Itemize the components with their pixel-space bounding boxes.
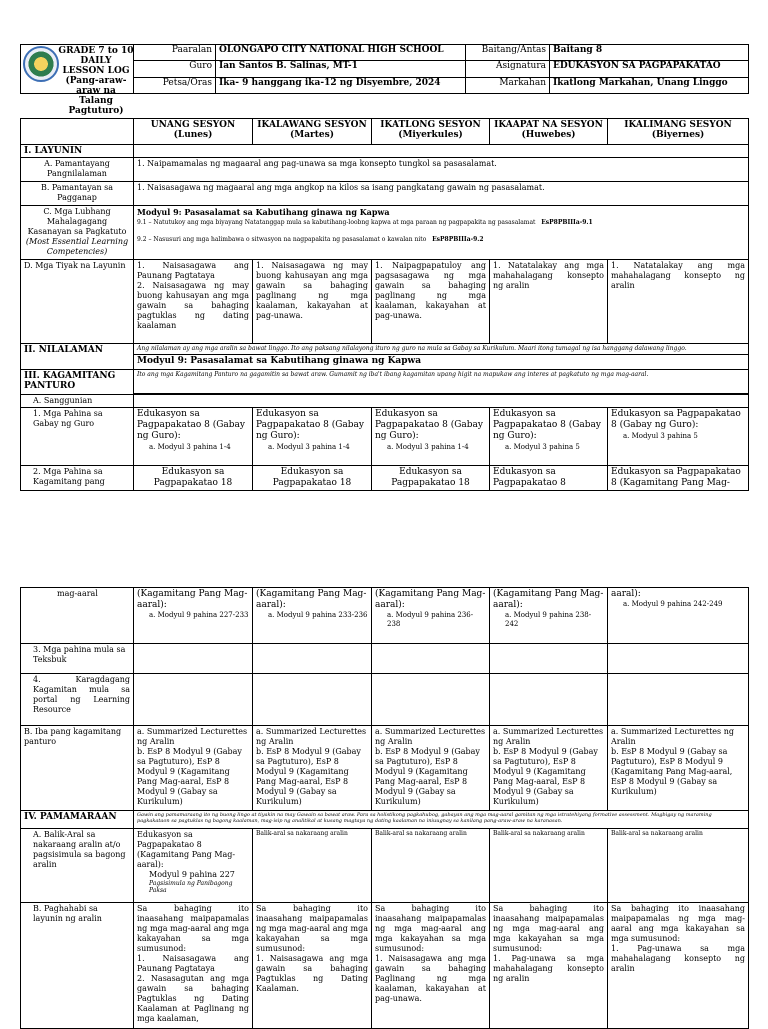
reference-cell xyxy=(253,408,372,466)
procedure-text: Edukasyon sa Pagpapakatao 8 (Kagamitang Pang Mag-aaral): xyxy=(137,830,236,869)
empty-cell xyxy=(372,674,490,726)
procedure-italic: Pagsisimula ng Panibagong Paksa xyxy=(149,880,233,894)
header-table xyxy=(20,44,749,94)
reference-title: Edukasyon sa Pagpapakatao 8 (Gabay ng Guro): xyxy=(611,409,741,430)
row-label: mag-aaral xyxy=(21,588,134,644)
competency-9-1 xyxy=(137,219,745,226)
row-label: A. Balik-Aral sa nakaraang aralin at/o pagsisimula sa bagong aralin xyxy=(21,829,134,903)
reference-cell xyxy=(134,588,253,644)
header-value: Ikatlong Markahan, Unang Linggo xyxy=(550,77,749,93)
objective-cell: 1. Natatalakay ang mga mahahalagang konsepto ng aralin xyxy=(490,260,608,344)
reference-page: a. Modyul 9 pahina 238-242 xyxy=(505,611,592,628)
header-value: Ian Santos B. Salinas, MT-1 xyxy=(216,61,466,77)
session-header xyxy=(372,119,490,145)
row-label: 3. Mga pahina mula sa Teksbuk xyxy=(21,644,134,674)
reference-page: a. Modyul 9 pahina 233-236 xyxy=(268,611,368,619)
competency-code: EsP8PBIIIa-9.1 xyxy=(541,219,593,226)
header-label: Guro xyxy=(134,61,216,77)
reference-cell xyxy=(134,408,253,466)
row-content: 1. Naipamamalas ng magaaral ang pag-unawa sa mga konsepto tungkol sa pasasalamat. xyxy=(134,158,749,182)
procedure-cell: Balik-aral sa nakaraang aralin xyxy=(490,829,608,903)
procedure-cell: Balik-aral sa nakaraang aralin xyxy=(608,829,749,903)
section-title-kagamitan: III. KAGAMITANG PANTURO xyxy=(21,370,134,395)
header-value: EDUKASYON SA PAGPAPAKATAO xyxy=(550,61,749,77)
empty-cell xyxy=(134,674,253,726)
header-value: Baitang 8 xyxy=(550,45,749,61)
materials-cell: a. Summarized Lecturettes ng Aralin b. EsP 8 Modyul 9 (Gabay sa Pagtuturo), EsP 8 Modyul 9 (Kagamitang Pang Mag-aaral, EsP 8 Modyul 9 (Gabay sa Kurikulum) xyxy=(134,726,253,811)
reference-page: a. Modyul 3 pahina 5 xyxy=(623,432,698,440)
row-label xyxy=(21,206,134,260)
reference-cell: Edukasyon sa Pagpapakatao 18 xyxy=(372,466,490,491)
session-day: (Huwebes) xyxy=(521,130,576,140)
competency-code: EsP8PBIIIa-9.2 xyxy=(432,236,484,243)
header-label: Paaralan xyxy=(134,45,216,61)
logo-cell xyxy=(21,45,134,94)
reference-cell xyxy=(372,408,490,466)
competency-text: 9.1 – Natutukoy ang mga biyayang Natatanggap mula sa kabutihang-loobng kapwa at mga paraan ng pagpapakita ng pasasalamat xyxy=(137,219,536,226)
section-note: Ito ang mga Kagamitang Panturo na gagamitin sa bawat araw. Gumamit ng iba't ibang kagamitan upang higit na mapukaw ang interes at pagkatuto ng mga mag-aaral. xyxy=(134,370,749,394)
materials-cell: a. Summarized Lecturettes ng Aralin b. EsP 8 Modyul 9 (Gabay sa Pagtuturo), EsP 8 Modyul 9 (Kagamitang Pang Mag-aaral, EsP 8 Modyul 9 (Gabay sa Kurikulum) xyxy=(490,726,608,811)
reference-cell xyxy=(490,588,608,644)
dll-title-line: DAILY xyxy=(80,56,112,66)
row-label: 2. Mga Pahina sa Kagamitang pang xyxy=(21,466,134,491)
section-title-layunin: I. LAYUNIN xyxy=(21,145,134,158)
row-label: A. Sanggunian xyxy=(21,395,134,408)
lesson-table-page-2 xyxy=(20,587,749,1029)
empty-cell xyxy=(134,644,253,674)
session-header xyxy=(253,119,372,145)
reference-title: (Kagamitang Pang Mag-aaral): xyxy=(493,589,604,610)
row-label: B. Pamantayan sa Pagganap xyxy=(21,182,134,206)
session-header xyxy=(134,119,253,145)
reference-title: Edukasyon sa Pagpapakatao 8 (Gabay ng Guro): xyxy=(375,409,483,441)
header-value: Ika- 9 hanggang ika-12 ng Disyembre, 2024 xyxy=(216,77,466,93)
empty-cell xyxy=(608,674,749,726)
melc-label-italic: (Most Essential Learning Competencies) xyxy=(25,237,129,256)
section-title-pamamaraan: IV. PAMAMARAAN xyxy=(21,811,134,829)
row-label: B. Paghahabi sa layunin ng aralin xyxy=(21,903,134,1029)
session-header xyxy=(490,119,608,145)
session-name: IKALAWANG SESYON xyxy=(257,120,367,130)
reference-title: aaral): xyxy=(611,589,641,599)
dll-title-line: (Pang-araw-araw na xyxy=(65,76,127,96)
objective-cell: 1. Natatalakay ang mga mahahalagang konsepto ng aralin xyxy=(608,260,749,344)
procedure-cell: Sa bahaging ito inaasahang maipapamalas ng mga mag-aaral ang mga kakayahan sa mga sumusunod: 1. Pag-unawa sa mga mahahalagang konsepto ng aralin xyxy=(490,903,608,1029)
session-header xyxy=(608,119,749,145)
procedure-cell: Balik-aral sa nakaraang aralin xyxy=(253,829,372,903)
row-label: 1. Mga Pahina sa Gabay ng Guro xyxy=(21,408,134,466)
session-day: (Miyerkules) xyxy=(398,130,463,140)
reference-cell xyxy=(372,588,490,644)
procedure-page: Modyul 9 pahina 227 xyxy=(149,870,235,879)
reference-title: Edukasyon sa Pagpapakatao 8 (Gabay ng Guro): xyxy=(137,409,245,441)
objective-cell: 1. Naisasagawa ng may buong kahusayan ang mga gawain sa bahaging paglinang ng mga kaalaman, kakayahan at pag-unawa. xyxy=(253,260,372,344)
procedure-cell: Sa bahaging ito inaasahang maipapamalas ng mga mag-aaral ang mga kakayahan sa mga sumusunod: 1. Naisasagawa ang mga gawain sa bahaging Pagtuklas ng Dating Kaalaman. xyxy=(253,903,372,1029)
section-title-nilalaman: II. NILALAMAN xyxy=(21,344,134,370)
dll-title-line: GRADE 7 to 10 xyxy=(58,46,134,56)
empty-cell xyxy=(372,644,490,674)
procedure-cell: Sa bahaging ito inaasahang maipapamalas ng mga mag-aaral ang mga kakayahan sa mga sumusunod: 1. Naisasagawa ang mga gawain sa bahaging Paglinang ng mga kaalaman, kakayahan at pag-unawa. xyxy=(372,903,490,1029)
reference-page: a. Modyul 9 pahina 236-238 xyxy=(387,611,474,628)
materials-cell: a. Summarized Lecturettes ng Aralin b. EsP 8 Modyul 9 (Gabay sa Pagtuturo), EsP 8 Modyul 9 (Kagamitang Pang Mag-aaral, EsP 8 Modyul 9 (Gabay sa Kurikulum) xyxy=(608,726,749,811)
session-name: UNANG SESYON xyxy=(150,120,236,130)
blank-cell xyxy=(21,119,134,145)
competency-text: 9.2 – Nasusuri ang mga halimbawa o sitwasyon na nagpapakita ng pasasalamat o kawalan nito xyxy=(137,236,427,243)
reference-title: Edukasyon sa Pagpapakatao 8 (Gabay ng Guro): xyxy=(493,409,601,441)
materials-cell: a. Summarized Lecturettes ng Aralin b. EsP 8 Modyul 9 (Gabay sa Pagtuturo), EsP 8 Modyul 9 (Kagamitang Pang Mag-aaral, EsP 8 Modyul 9 (Gabay sa Kurikulum) xyxy=(372,726,490,811)
session-name: IKATLONG SESYON xyxy=(380,120,481,130)
reference-cell: Edukasyon sa Pagpapakatao 8 xyxy=(490,466,608,491)
reference-title: (Kagamitang Pang Mag-aaral): xyxy=(137,589,248,610)
reference-cell xyxy=(490,408,608,466)
reference-title: (Kagamitang Pang Mag-aaral): xyxy=(256,589,367,610)
session-name: IKAAPAT NA SESYON xyxy=(494,120,603,130)
reference-page: a. Modyul 3 pahina 1-4 xyxy=(268,443,350,451)
header-value: OLONGAPO CITY NATIONAL HIGH SCHOOL xyxy=(216,45,466,61)
objective-cell: 1. Naipagpapatuloy ang pagsasagawa ng mga gawain sa bahaging paglinang ng mga kaalaman, kakayahan at pag-unawa. xyxy=(372,260,490,344)
objective-cell: 1. Naisasagawa ang Paunang Pagtataya 2. Naisasagawa ng may buong kahusayan ang mga gawain sa bahaging pagtuklas ng dating kaalaman xyxy=(134,260,253,344)
lesson-table-page-1 xyxy=(20,118,749,491)
row-label: A. Pamantayang Pangnilalaman xyxy=(21,158,134,182)
header-label: Asignatura xyxy=(466,61,550,77)
header-label: Petsa/Oras xyxy=(134,77,216,93)
row-label: 4. Karagdagang Kagamitan mula sa portal ng Learning Resource xyxy=(21,674,134,726)
reference-title: (Kagamitang Pang Mag-aaral): xyxy=(375,589,486,610)
reference-cell xyxy=(608,588,749,644)
empty-cell xyxy=(253,674,372,726)
reference-title: Edukasyon sa Pagpapakatao 8 (Gabay ng Guro): xyxy=(256,409,364,441)
procedure-cell: Sa bahaging ito inaasahang maipapamalas ng mga mag-aaral ang mga kakayahan sa mga sumusunod: 1. Naisasagawa ang Paunang Pagtataya 2. Nasasagutan ang mga gawain sa bahaging Pagtuklas ng Dating Kaalaman at Paglinang ng mga kaalaman, xyxy=(134,903,253,1029)
procedure-cell xyxy=(134,829,253,903)
dll-title-line: Talang Pagtuturo) xyxy=(68,96,124,116)
empty-cell xyxy=(134,395,749,408)
dll-title-line: LESSON LOG xyxy=(62,66,130,76)
empty-cell xyxy=(490,674,608,726)
reference-cell xyxy=(608,408,749,466)
session-name: IKALIMANG SESYON xyxy=(624,120,732,130)
empty-cell xyxy=(134,145,749,158)
empty-cell xyxy=(253,644,372,674)
module-title: Modyul 9: Pasasalamat sa Kabutihang ginawa ng Kapwa xyxy=(134,355,749,370)
row-label: B. Iba pang kagamitang panturo xyxy=(21,726,134,811)
reference-cell xyxy=(253,588,372,644)
melc-label: C. Mga Lubhang Mahalagagang Kasanayan sa Pagkatuto xyxy=(27,207,127,236)
reference-page: a. Modyul 3 pahina 1-4 xyxy=(387,443,469,451)
session-day: (Biyernes) xyxy=(651,130,705,140)
header-label: Baitang/Antas xyxy=(466,45,550,61)
module-title: Modyul 9: Pasasalamat sa Kabutihang ginawa ng Kapwa xyxy=(137,207,390,217)
session-day: (Martes) xyxy=(289,130,334,140)
empty-cell xyxy=(608,644,749,674)
section-note: Ang nilalaman ay ang mga aralin sa bawat linggo. Ito ang paksang nilalayong ituro ng guro na mula sa Gabay sa Kurikulum. Maari itong tumagal ng isa hanggang dalawang linggo. xyxy=(134,344,749,355)
reference-page: a. Modyul 9 pahina 227-233 xyxy=(149,611,249,619)
procedure-cell: Balik-aral sa nakaraang aralin xyxy=(372,829,490,903)
row-content: 1. Naisasagawa ng magaaral ang mga angkop na kilos sa isang pangkatang gawain ng pasasalamat. xyxy=(134,182,749,206)
reference-page: a. Modyul 3 pahina 1-4 xyxy=(149,443,231,451)
empty-cell xyxy=(490,644,608,674)
competency-9-2 xyxy=(137,236,745,243)
reference-page: a. Modyul 9 pahina 242-249 xyxy=(623,600,723,608)
reference-page: a. Modyul 3 pahina 5 xyxy=(505,443,580,451)
header-label: Markahan xyxy=(466,77,550,93)
section-note: Gawin ang pamamaraang ito ng buong lingo at tiyakin na may Gawain sa bawat araw. Para sa holistikong pagkahubog, gabayan ang mga mag-aaral gamitan ng mga istratehiyang formative assessment. Magbigay ng maraming pagkakataon sa pagtuklas ng bagong kaalaman, mag-isip ng analitikal at kusang magtaya ng dating kaalaman na iniuugnay sa kanilang pang-araw-araw na karanasan. xyxy=(134,811,749,829)
melc-content xyxy=(134,206,749,260)
reference-cell: Edukasyon sa Pagpapakatao 18 xyxy=(253,466,372,491)
materials-cell: a. Summarized Lecturettes ng Aralin b. EsP 8 Modyul 9 (Gabay sa Pagtuturo), EsP 8 Modyul 9 (Kagamitang Pang Mag-aaral, EsP 8 Modyul 9 (Gabay sa Kurikulum) xyxy=(253,726,372,811)
session-day: (Lunes) xyxy=(173,130,213,140)
row-label: D. Mga Tiyak na Layunin xyxy=(21,260,134,344)
reference-cell: Edukasyon sa Pagpapakatao 18 xyxy=(134,466,253,491)
reference-cell: Edukasyon sa Pagpapakatao 8 (Kagamitang Pang Mag- xyxy=(608,466,749,491)
procedure-cell: Sa bahaging ito inaasahang maipapamalas ng mga mag-aaral ang mga kakayahan sa mga sumusunod: 1. Pag-unawa sa mga mahahalagang konsepto ng aralin xyxy=(608,903,749,1029)
